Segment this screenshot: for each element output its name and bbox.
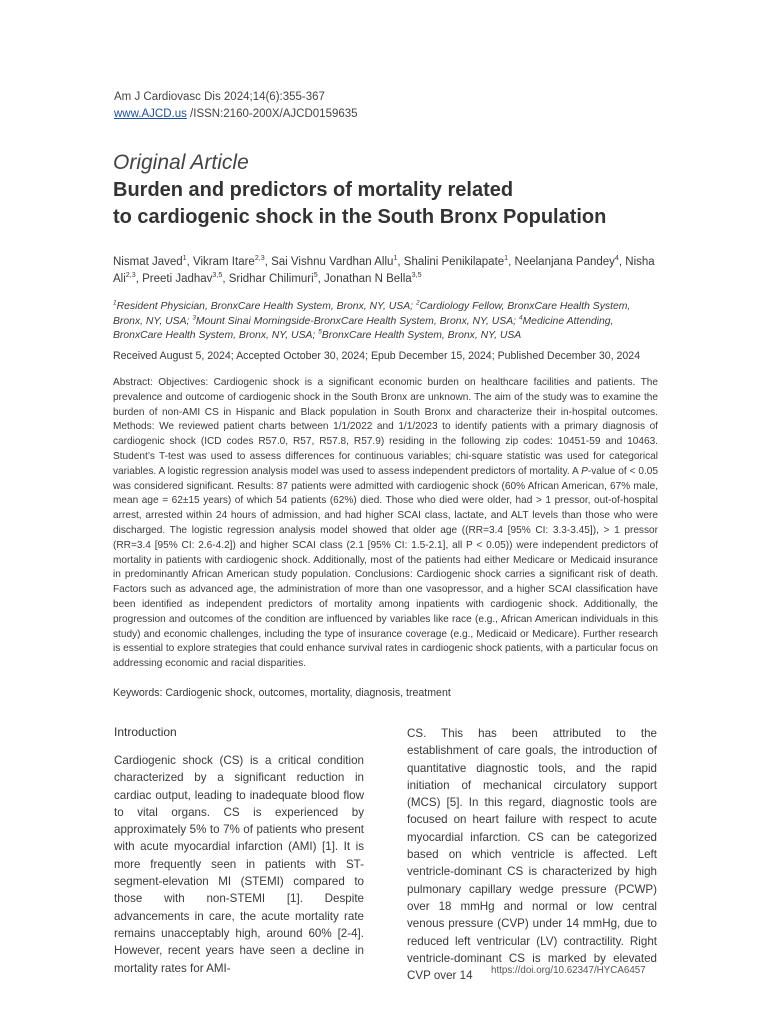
journal-links — [114, 106, 358, 123]
author-name: , Jonathan N Bella — [317, 273, 412, 285]
affil-text: Resident Physician, BronxCare Health System, Bronx, NY, USA; — [116, 301, 416, 312]
affil-sup: 1 — [113, 299, 117, 307]
intro-left-column: Cardiogenic shock (CS) is a critical condition characterized by a significant reduction in cardiac output, leading to inadequate blood flow to vital organs. CS is experienced by approximately 5% to 7% of patients who present with acute myocardial infarction (AMI) [1]. It is more frequently seen in patients with ST-segment-elevation MI (STEMI) compared to those with non-STEMI [1]. Despite advancements in care, the acute mortality rate remains unacceptably high, around 60% [2-4]. However, recent years have seen a decline in mortality rates for AMI- — [114, 754, 364, 975]
affil-sup: 2 — [415, 299, 420, 307]
author-name: , Neelanjana Pandey — [508, 256, 615, 268]
article-title — [113, 177, 673, 231]
author-affil-sup: 2,3 — [125, 271, 136, 280]
journal-issn: /ISSN:2160-200X/AJCD0159635 — [186, 108, 358, 120]
author-list — [113, 254, 661, 288]
affiliations — [113, 300, 661, 344]
author-name: , Sai Vishnu Vardhan Allu — [264, 256, 394, 268]
author-name: , Preeti Jadhav — [135, 273, 213, 285]
author-name: , Nisha Ali — [113, 256, 655, 285]
author-affil-sup: 3,5 — [212, 271, 223, 280]
author-affil-sup: 1 — [504, 254, 509, 263]
author-name: , Shalini Penikilapate — [397, 256, 505, 268]
affil-text: Cardiology Fellow, BronxCare Health System, Bronx, NY, USA; — [113, 301, 631, 327]
author-name: Nismat Javed — [113, 256, 183, 268]
author-affil-sup: 1 — [182, 254, 187, 263]
author-name: , Sridhar Chilimuri — [222, 273, 314, 285]
affil-text: Mount Sinai Morningside-BronxCare Health System, Bronx, NY, USA; — [195, 315, 519, 327]
journal-header — [114, 89, 358, 123]
journal-website-link[interactable]: www.AJCD.us — [114, 108, 187, 120]
journal-citation: Am J Cardiovasc Dis 2024;14(6):355-367 — [114, 91, 325, 103]
author-affil-sup: 4 — [614, 254, 619, 263]
author-affil-sup: 5 — [313, 271, 318, 280]
keywords-label: Keywords — [113, 687, 160, 699]
author-affil-sup: 1 — [393, 254, 398, 263]
abstract — [113, 376, 658, 672]
abstract-text-2: -value of < 0.05 was considered significant. Results: 87 patients were admitted with cardiogenic shock (60% African American, 67% male, mean age = 62±15 years) of which 54 patients (62%) died. Those who died were older, had > 1 pressor, out-of-hospital arrest, arrested within 24 hours of admission, and had higher SCAI class, lactate, and ALT levels than those who were discharged. The logistic regression analysis model showed that older age ((RR=3.4 [95% CI: 3.3-3.45]), > 1 pressor (RR=3.4 [95% CI: 2.6-4.2]) and higher SCAI class (2.1 [95% CI: 1.5-2.1], all P < 0.05)) were independent predictors of mortality in patients with cardiogenic shock. Additionally, most of the patients had either Medicare or Medicaid insurance in predominantly African American study population. Conclusions: Cardiogenic shock carries a significant risk of death. Factors such as advanced age, the administration of more than one vasopressor, and a higher SCAI classification have been identified as independent predictors of mortality among inpatients with cardiogenic shock. Additionally, the progression and outcomes of the condition are influenced by variables like race (e.g., African American individuals in this study) and economic challenges, including the type of insurance coverage (e.g., Medicaid or Medicare). Further research is essential to explore strategies that could enhance survival rates in cardiogenic shock patients, with a particular focus on addressing economic and racial disparities. — [113, 465, 658, 670]
abstract-label: Abstract — [113, 377, 151, 388]
title-line-1: Burden and predictors of mortality related — [113, 179, 514, 201]
intro-right-column: CS. This has been attributed to the establishment of care goals, the introduction of quantitative diagnostic tools, and the rapid initiation of mechanical circulatory support (MCS) [5]. In this regard, diagnostic tools are focused on heart failure with respect to acute myocardial infarction. CS can be categorized based on which ventricle is affected. Left ventricle-dominant CS is characterized by high pulmonary capillary wedge pressure (PCWP) over 18 mmHg and normal or low central venous pressure (CVP) under 14 mmHg, due to reduced left ventricular (LV) contractility. Right ventricle-dominant CS is marked by elevated CVP over 14 — [407, 727, 657, 983]
keywords-text: : Cardiogenic shock, outcomes, mortality, diagnosis, treatment — [159, 687, 451, 699]
affil-text: BronxCare Health System, Bronx, NY, USA — [321, 330, 522, 341]
abstract-text-1: : Objectives: Cardiogenic shock is a significant economic burden on healthcare facilities and patients. The prevalence and outcome of cardiogenic shock in the South Bronx are unknown. The aim of the study was to examine the burden of non-AMI CS in Hispanic and Black population in South Bronx and characterize their in-hospital outcomes. Methods: We reviewed patient charts between 1/1/2022 and 1/1/2023 to identify patients with a primary diagnosis of cardiogenic shock (ICD codes R57.0, R57, R57.8, R57.9) residing in the following zip codes: 10451-59 and 10463. Student’s T-test was used to assess differences for continuous variables; chi-square statistic was used for categorical variables. A logistic regression analysis model was used to assess independent predictors of mortality. A — [113, 377, 658, 477]
keywords — [113, 686, 661, 700]
section-heading-introduction: Introduction — [114, 725, 177, 739]
author-affil-sup: 3,5 — [411, 271, 422, 280]
affil-sup: 5 — [318, 328, 322, 336]
article-type: Original Article — [113, 151, 249, 174]
affil-sup: 3 — [192, 314, 196, 322]
abstract-p-italic: P — [581, 465, 588, 477]
affil-sup: 4 — [518, 314, 523, 322]
author-affil-sup: 2,3 — [254, 254, 265, 263]
author-name: , Vikram Itare — [186, 256, 255, 268]
title-line-2: to cardiogenic shock in the South Bronx Population — [113, 206, 607, 228]
affil-text: Medicine Attending, BronxCare Health System, Bronx, NY, USA; — [113, 315, 614, 341]
publication-dates: Received August 5, 2024; Accepted October 30, 2024; Epub December 15, 2024; Published December 30, 2024 — [113, 350, 641, 362]
doi-footer[interactable]: https://doi.org/10.62347/HYCA6457 — [491, 965, 646, 976]
